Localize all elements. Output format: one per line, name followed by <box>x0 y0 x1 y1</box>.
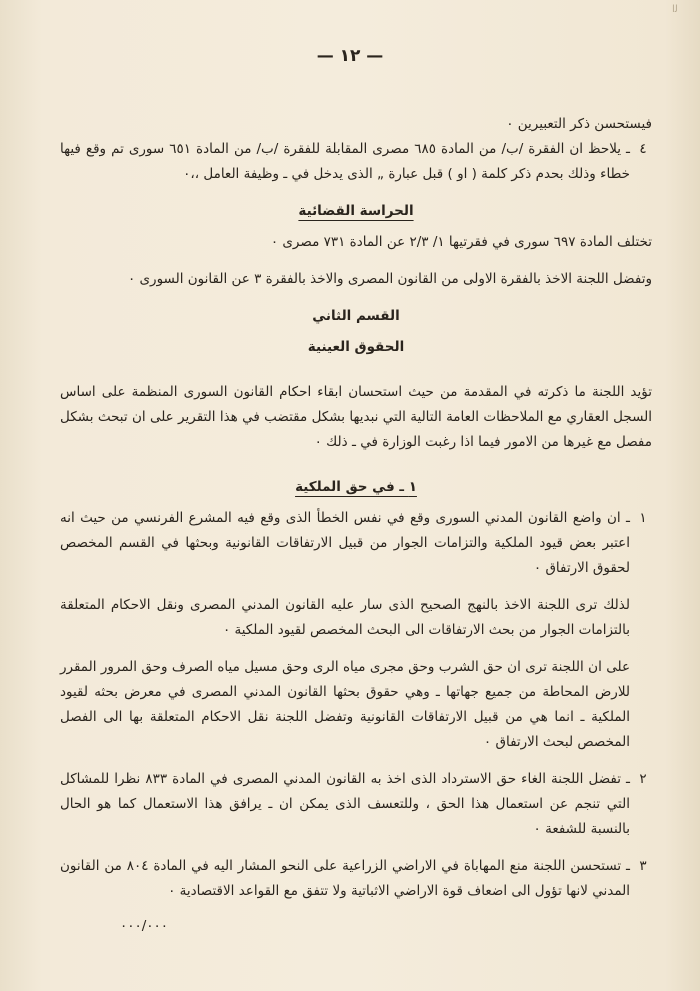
section-heading-judicial <box>60 199 652 224</box>
list-item-1 <box>60 506 652 581</box>
intro-line: فيستحسن ذكر التعبيرين ٠ <box>506 116 652 132</box>
page-number: — ١٢ — <box>316 46 384 66</box>
item-text: ـ تستحسن اللجنة منع المهاباة في الاراضي الزراعية على النحو المشار اليه في المادة ٨٠٤ من القانون المدني لانها تؤول الى اضعاف قوة الاراضي الاثباتية ولا تتفق مع القواعد الاقتصادية ٠ <box>60 858 630 899</box>
item-text: ـ يلاحظ ان الفقرة /ب/ من المادة ٦٨٥ مصرى المقابلة للفقرة /ب/ من المادة ٦٥١ سورى تم وقع فيها خطاء وذلك بحدم ذكر كلمة ( او ) قبل عبارة „ الذى يدخل في ـ وظيفة العامل ،،٠ <box>60 141 631 182</box>
corner-mark: ﻟا <box>672 4 678 15</box>
part-title: القسم الثاني <box>312 308 400 324</box>
item-text: ـ ان واضع القانون المدني السورى وقع في نفس الخطأ الذى وقع فيه المشرع الفرنسي من حيث انه اعتبر بعض قيود الملكية والتزامات الجوار من قبيل الارتفاقات القانونية وبحثها في القسم المخصص لحقوق الارتفاق ٠ <box>60 510 630 576</box>
item-number: ١ <box>639 510 647 526</box>
list-item-4 <box>60 137 652 187</box>
item-number: ٣ <box>639 858 647 874</box>
paragraph: لذلك ترى اللجنة الاخذ بالنهج الصحيح الذى سار عليه القانون المدني المصرى ونقل الاحكام المتعلقة بالتزامات الجوار من بحث الارتفاقات الى البحث المخصص لقيود الملكية ٠ <box>60 597 630 638</box>
continuation-mark: ٠٠٠/٠٠٠ <box>120 918 169 934</box>
item-text: ـ تفضل اللجنة الغاء حق الاسترداد الذى اخذ به القانون المدني المصرى في المادة ٨٣٣ نظرا للمشاكل التي تنجم عن استعمال هذا الحق ، وللتعسف الذى يمكن ان ـ يرافق هذا الاستعمال كما هو الحال بالنسبة للشفعة ٠ <box>60 771 630 837</box>
paragraph: على ان اللجنة ترى ان حق الشرب وحق مجرى مياه الرى وحق مسيل مياه الصرف وحق المرور المقرر للارض المحاطة من جميع جهاتها ـ وهي حقوق بحثها القانون المدني المصرى في معرض بحثه لقيود الملكية ـ انما هي من قبيل الارتفاقات القانونية وتفضل اللجنة نقل الاحكام المتعلقة بها الى الفصل المخصص لبحث الارتفاق ٠ <box>60 659 630 750</box>
paragraph: تؤيد اللجنة ما ذكرته في المقدمة من حيث استحسان ابقاء احكام القانون السورى المنظمة على اساس السجل العقاري مع الملاحظات العامة التالية التي نبديها بشكل مقتضب في هذا التقرير على ان تبحث بشكل مفصل مع غيرها من الامور فيما اذا رغبت الوزارة في ـ ذلك ٠ <box>60 384 652 450</box>
paragraph: تختلف المادة ٦٩٧ سورى في فقرتيها ١/ ٢/٣ عن المادة ٧٣١ مصرى ٠ <box>270 234 652 250</box>
list-item-3 <box>60 854 652 904</box>
heading-text: الحراسة القضائية <box>298 203 414 219</box>
heading-text: ١ ـ في حق الملكية <box>295 479 417 495</box>
list-item-2 <box>60 767 652 842</box>
item-number: ٢ <box>639 771 647 787</box>
item-number: ٤ <box>639 141 647 157</box>
section-heading-ownership <box>60 475 652 500</box>
part-subtitle: الحقوق العينية <box>307 339 405 355</box>
document-body <box>60 112 652 939</box>
paragraph: وتفضل اللجنة الاخذ بالفقرة الاولى من القانون المصرى والاخذ بالفقرة ٣ عن القانون السورى ٠ <box>127 271 652 287</box>
